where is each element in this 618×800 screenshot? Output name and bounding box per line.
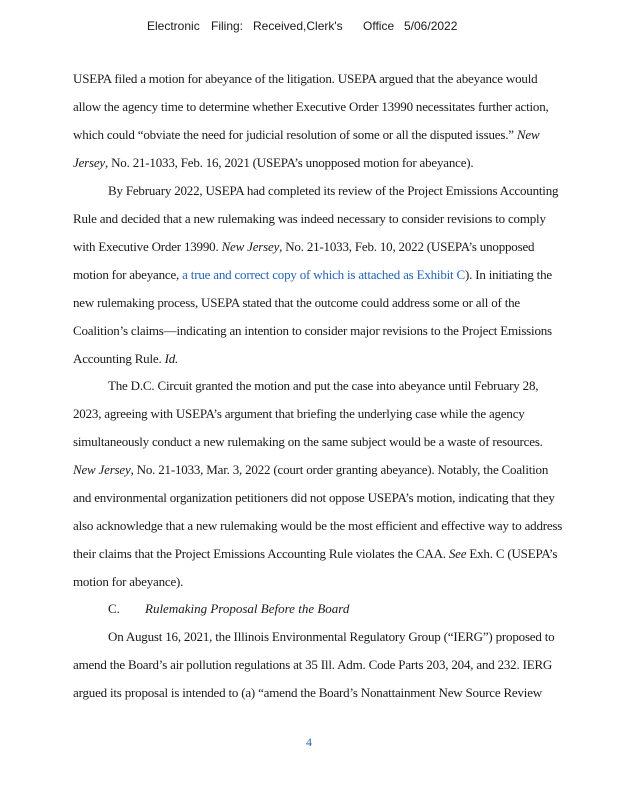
body-line: motion for abeyance). <box>73 574 184 589</box>
exhibit-c-link[interactable]: a true and correct copy of which is attached as Exhibit C <box>182 267 465 282</box>
header-filing: Filing: <box>211 19 244 33</box>
header-electronic: Electronic <box>147 19 200 33</box>
body-line: new rulemaking process, USEPA stated that the outcome could address some or all of the <box>73 295 520 310</box>
body-line: argued its proposal is intended to (a) “amend the Board’s Nonattainment New Source Review <box>73 685 542 700</box>
body-line: On August 16, 2021, the Illinois Environmental Regulatory Group (“IERG”) proposed to <box>108 629 555 644</box>
page-number: 4 <box>306 735 312 749</box>
body-line: 2023, agreeing with USEPA’s argument that briefing the underlying case while the agency <box>73 406 525 421</box>
header-date: 5/06/2022 <box>404 19 458 33</box>
body-line: which could “obviate the need for judicial resolution of some or all the disputed issues.” New <box>73 127 540 142</box>
body-line: motion for abeyance, a true and correct copy of which is attached as Exhibit C). In initiating the <box>73 267 552 282</box>
body-line: By February 2022, USEPA had completed its review of the Project Emissions Accounting <box>108 183 559 198</box>
body-line: simultaneously conduct a new rulemaking on the same subject would be a waste of resources. <box>73 434 543 449</box>
body-line: Rule and decided that a new rulemaking was indeed necessary to consider revisions to comply <box>73 211 546 226</box>
header-received: Received,Clerk's <box>253 19 343 33</box>
body-line: with Executive Order 13990. New Jersey, No. 21-1033, Feb. 10, 2022 (USEPA’s unopposed <box>73 239 535 254</box>
body-line: The D.C. Circuit granted the motion and put the case into abeyance until February 28, <box>108 378 539 393</box>
body-line: Coalition’s claims—indicating an intention to consider major revisions to the Project Emissions <box>73 323 552 338</box>
body-line: and environmental organization petitioners did not oppose USEPA’s motion, indicating that they <box>73 490 555 505</box>
body-line: Accounting Rule. Id. <box>73 351 179 366</box>
body-line: USEPA filed a motion for abeyance of the litigation. USEPA argued that the abeyance would <box>73 71 538 86</box>
body-line: allow the agency time to determine whether Executive Order 13990 necessitates further action, <box>73 99 549 114</box>
body-line: amend the Board’s air pollution regulations at 35 Ill. Adm. Code Parts 203, 204, and 232. IERG <box>73 657 553 672</box>
body-line: their claims that the Project Emissions Accounting Rule violates the CAA. See Exh. C (USEPA’s <box>73 546 558 561</box>
body-line: New Jersey, No. 21-1033, Mar. 3, 2022 (court order granting abeyance). Notably, the Coalition <box>73 462 549 477</box>
body-line: also acknowledge that a new rulemaking would be the most efficient and effective way to address <box>73 518 563 533</box>
section-heading-title: Rulemaking Proposal Before the Board <box>145 601 350 616</box>
header-office: Office <box>363 19 395 33</box>
body-line: Jersey, No. 21-1033, Feb. 16, 2021 (USEPA’s unopposed motion for abeyance). <box>73 155 474 170</box>
section-heading-letter: C. <box>108 601 120 616</box>
